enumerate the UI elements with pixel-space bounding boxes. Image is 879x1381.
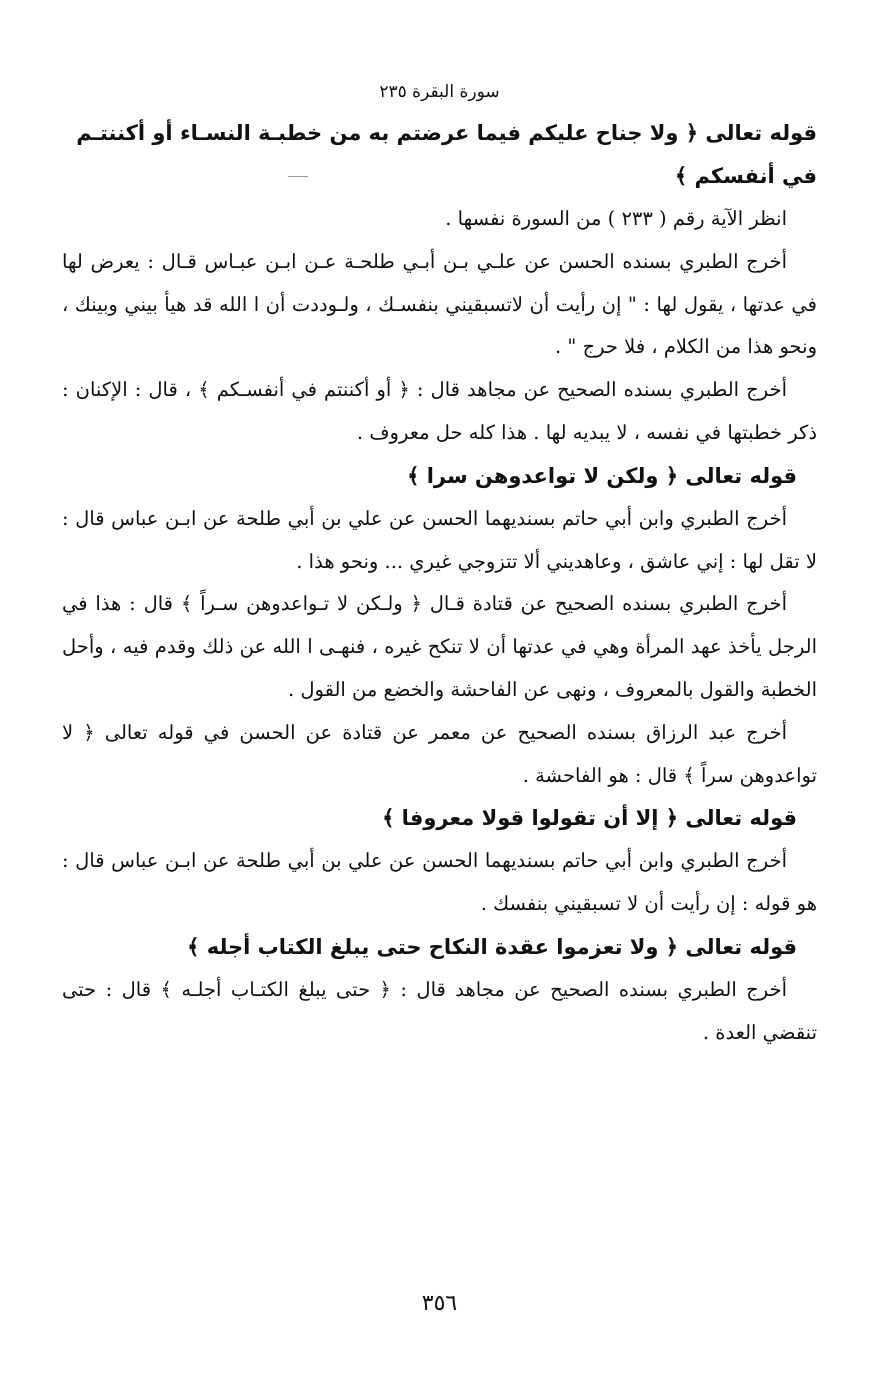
paragraph-tabari-mujahid: أخرج الطبري بسنده الصحيح عن مجاهد قال : ﴿ أو أكننتم في أنفسـكم ﴾ ، قال : الإكنان : ذكر خطبتها في نفسه ، لا يبديه لها . هذا كله حل معروف . <box>62 378 817 444</box>
section-heading-secret-promise: قوله تعالى ﴿ ولكن لا تواعدوهن سرا ﴾ <box>407 463 797 488</box>
paragraph-see-verse: انظر الآية رقم ( ٢٣٣ ) من السورة نفسها . <box>445 207 787 230</box>
paragraph-tabari-ibn-abbas-2: أخرج الطبري وابن أبي حاتم بسنديهما الحسن عن علي بن أبي طلحة عن ابـن عباس قال : هو قوله : إن رأيت أن لا تسبقيني بنفسك . <box>62 849 817 916</box>
section-heading-honorable-word: قوله تعالى ﴿ إلا أن تقولوا قولا معروفا ﴾ <box>382 806 797 831</box>
paragraph-tabari-ibn-abbas: أخرج الطبري بسنده الحسن عن علـي بـن أبـي طلحـة عـن ابـن عبـاس قـال : يعرض لها في عدتها ، يقول لها : " إن رأيت أن لاتسبقيني بنفسـك ، ولـوددت أن ا الله قد هيأ بيني وبينك ، ونحو هذا من الكلام ، فلا حرج " . <box>62 249 817 359</box>
paragraph-tabari-mujahid-2: أخرج الطبري بسنده الصحيح عن مجاهد قال : ﴿ حتى يبلغ الكتـاب أجلـه ﴾ قال : حتى تنقضي العدة . <box>62 977 817 1044</box>
section-heading-marriage-contract: قوله تعالى ﴿ ولا تعزموا عقدة النكاح حتى يبلغ الكتاب أجله ﴾ <box>187 934 797 959</box>
section-heading-no-blame: قوله تعالى ﴿ ولا جناح عليكم فيما عرضتم به من خطبـة النسـاء أو أكننتـم في أنفسكم ﴾ <box>76 121 817 188</box>
paragraph-tabari-ibn-abi-hatim: أخرج الطبري وابن أبي حاتم بسنديهما الحسن عن علي بن أبي طلحة عن ابـن عباس قال : لا تقل لها : إني عاشق ، وعاهديني ألا تتزوجي غيري ... ونحو هذا . <box>62 506 817 573</box>
book-page <box>62 80 817 1320</box>
page-number: ٣٥٦ <box>421 1291 458 1316</box>
running-header: سورة البقرة ٢٣٥ <box>379 82 500 102</box>
print-mark <box>288 176 308 177</box>
paragraph-abdul-razzaq: أخرج عبد الرزاق بسنده الصحيح عن معمر عن قتادة عن الحسن في قوله تعالى ﴿ لا تواعدوهن سراً ﴾ قال : هو الفاحشة . <box>62 720 817 787</box>
paragraph-tabari-qatada: أخرج الطبري بسنده الصحيح عن قتادة قـال ﴿ ولـكن لا تـواعدوهن سـراً ﴾ قال : هذا في الرجل يأخذ عهد المرأة وهي في عدتها أن لا تنكح غيره ، فنهـى ا الله عن ذلك وقدم فيه ، وأحل الخطبة والقول بالمعروف ، ونهى عن الفاحشة والخضع من القول . <box>62 592 817 701</box>
